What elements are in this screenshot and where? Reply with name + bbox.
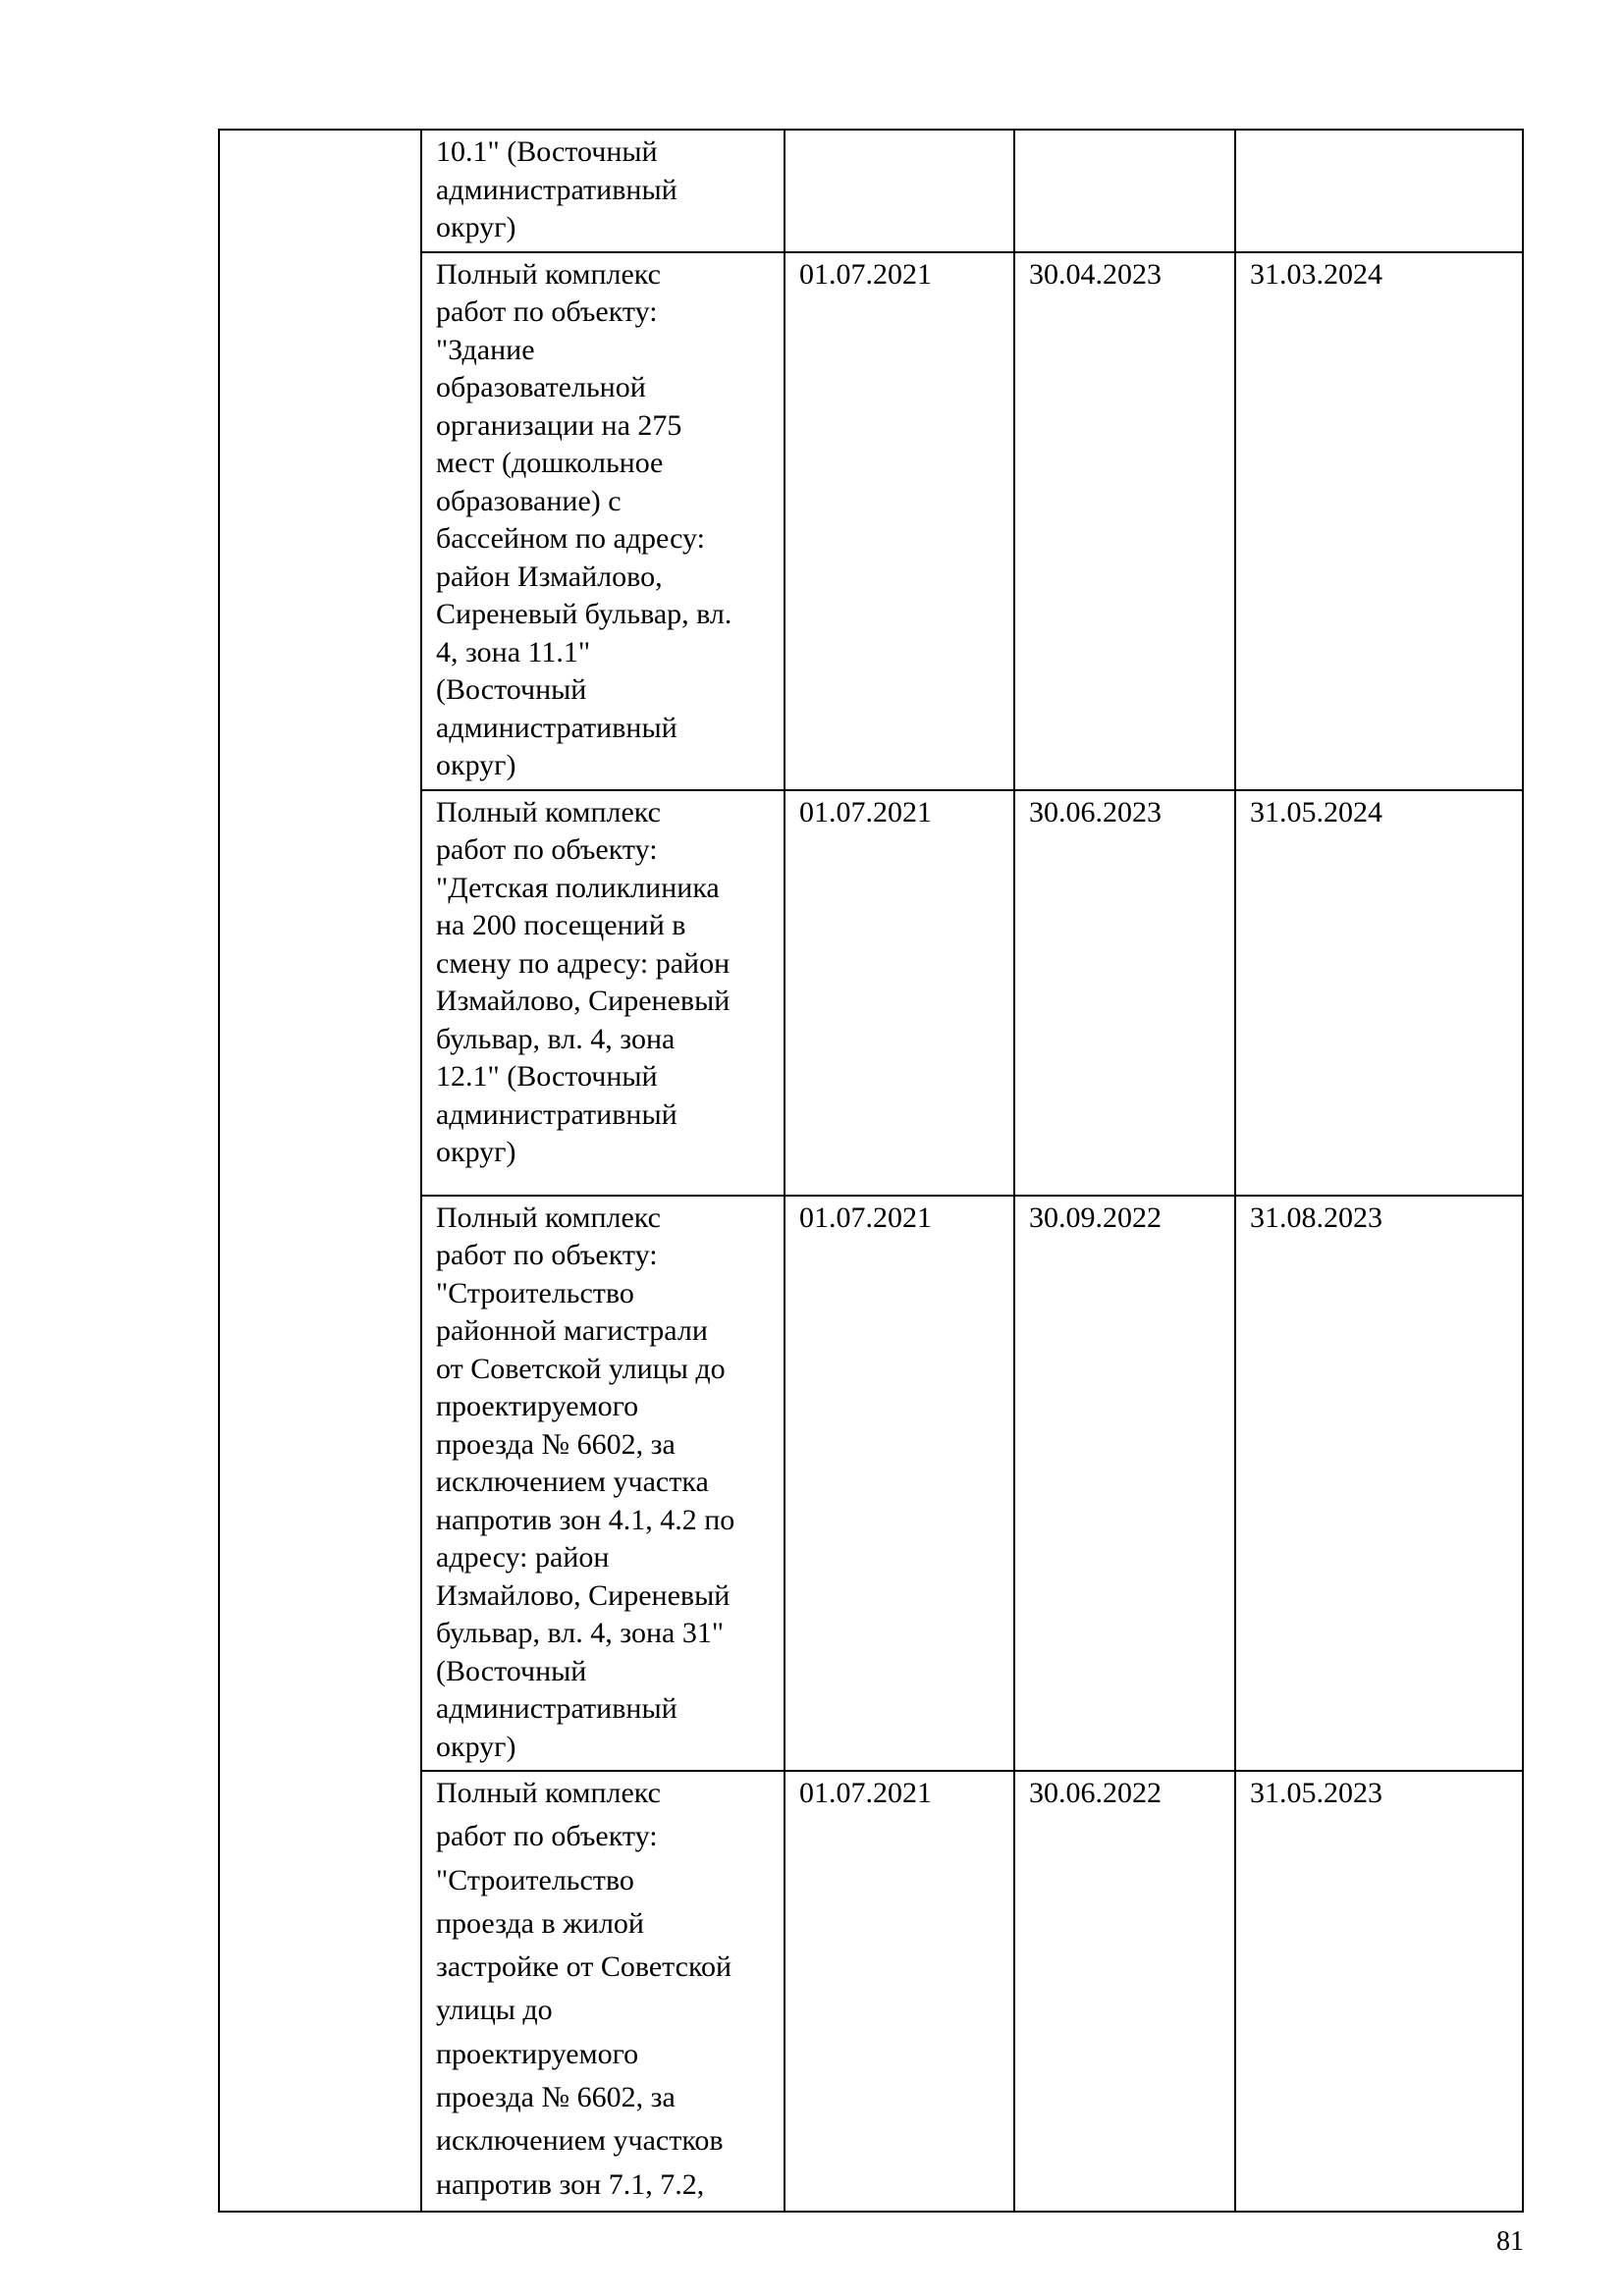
description-cell: [421, 1771, 785, 2212]
end-date-cell: [1014, 790, 1235, 1196]
description-text: Полный комплекс работ по объекту: "Здание образовательной организации на 275 мест (дошкольное образование) с бассейном по адресу: район Измайлово, Сиреневый бульвар, вл. 4, зона 11.1" (Восточный административный округ): [436, 257, 732, 781]
final-date-text: 31.05.2024: [1250, 795, 1382, 828]
end-date-text: [1015, 131, 1234, 137]
final-date-cell: [1235, 130, 1523, 252]
end-date-cell: [1014, 252, 1235, 790]
final-date-cell: [1235, 790, 1523, 1196]
end-date-cell: [1014, 1196, 1235, 1772]
start-date-text: [785, 131, 1013, 137]
final-date-text: 31.03.2024: [1250, 257, 1382, 291]
start-date-cell: [785, 1771, 1014, 2212]
start-date-cell: [785, 790, 1014, 1196]
final-date-text: [1236, 131, 1522, 137]
end-date-text: 30.06.2023: [1029, 795, 1162, 828]
final-date-cell: [1235, 252, 1523, 790]
start-date-cell: [785, 130, 1014, 252]
schedule-table: [218, 129, 1524, 2213]
start-date-cell: [785, 252, 1014, 790]
start-date-cell: [785, 1196, 1014, 1772]
end-date-text: 30.09.2022: [1029, 1201, 1162, 1234]
description-cell: [421, 790, 785, 1196]
end-date-cell: [1014, 130, 1235, 252]
end-date-cell: [1014, 1771, 1235, 2212]
final-date-cell: [1235, 1771, 1523, 2212]
description-cell: [421, 1196, 785, 1772]
description-text: Полный комплекс работ по объекту: "Строительство проезда в жилой застройке от Советской улицы до проектируемого проезда № 6602, за исключением участков напротив зон 7.1, 7.2,: [436, 1777, 732, 2201]
final-date-cell: [1235, 1196, 1523, 1772]
end-date-text: 30.06.2022: [1029, 1777, 1162, 1809]
description-text: Полный комплекс работ по объекту: "Детская поликлиника на 200 посещений в смену по адресу: район Измайлово, Сиреневый бульвар, вл. 4, зона 12.1" (Восточный административный округ): [436, 795, 731, 1168]
table-row: [219, 130, 1523, 252]
final-date-text: 31.05.2023: [1250, 1777, 1382, 1809]
end-date-text: 30.04.2023: [1029, 257, 1162, 291]
merged-first-column-cell: [219, 130, 421, 2212]
start-date-text: 01.07.2021: [799, 1201, 932, 1234]
description-cell: [421, 130, 785, 252]
page-number: 81: [1496, 2226, 1524, 2257]
description-text: 10.1" (Восточный административный округ): [436, 135, 677, 243]
description-cell: [421, 252, 785, 790]
start-date-text: 01.07.2021: [799, 795, 932, 828]
start-date-text: 01.07.2021: [799, 1777, 932, 1809]
description-text: Полный комплекс работ по объекту: "Строительство районной магистрали от Советской улицы до проектируемого проезда № 6602, за исключением участка напротив зон 4.1, 4.2 по адресу: район Измайлово, Сиреневый бульвар, вл. 4, зона 31" (Восточный административный округ): [436, 1201, 735, 1763]
start-date-text: 01.07.2021: [799, 257, 932, 291]
final-date-text: 31.08.2023: [1250, 1201, 1382, 1234]
